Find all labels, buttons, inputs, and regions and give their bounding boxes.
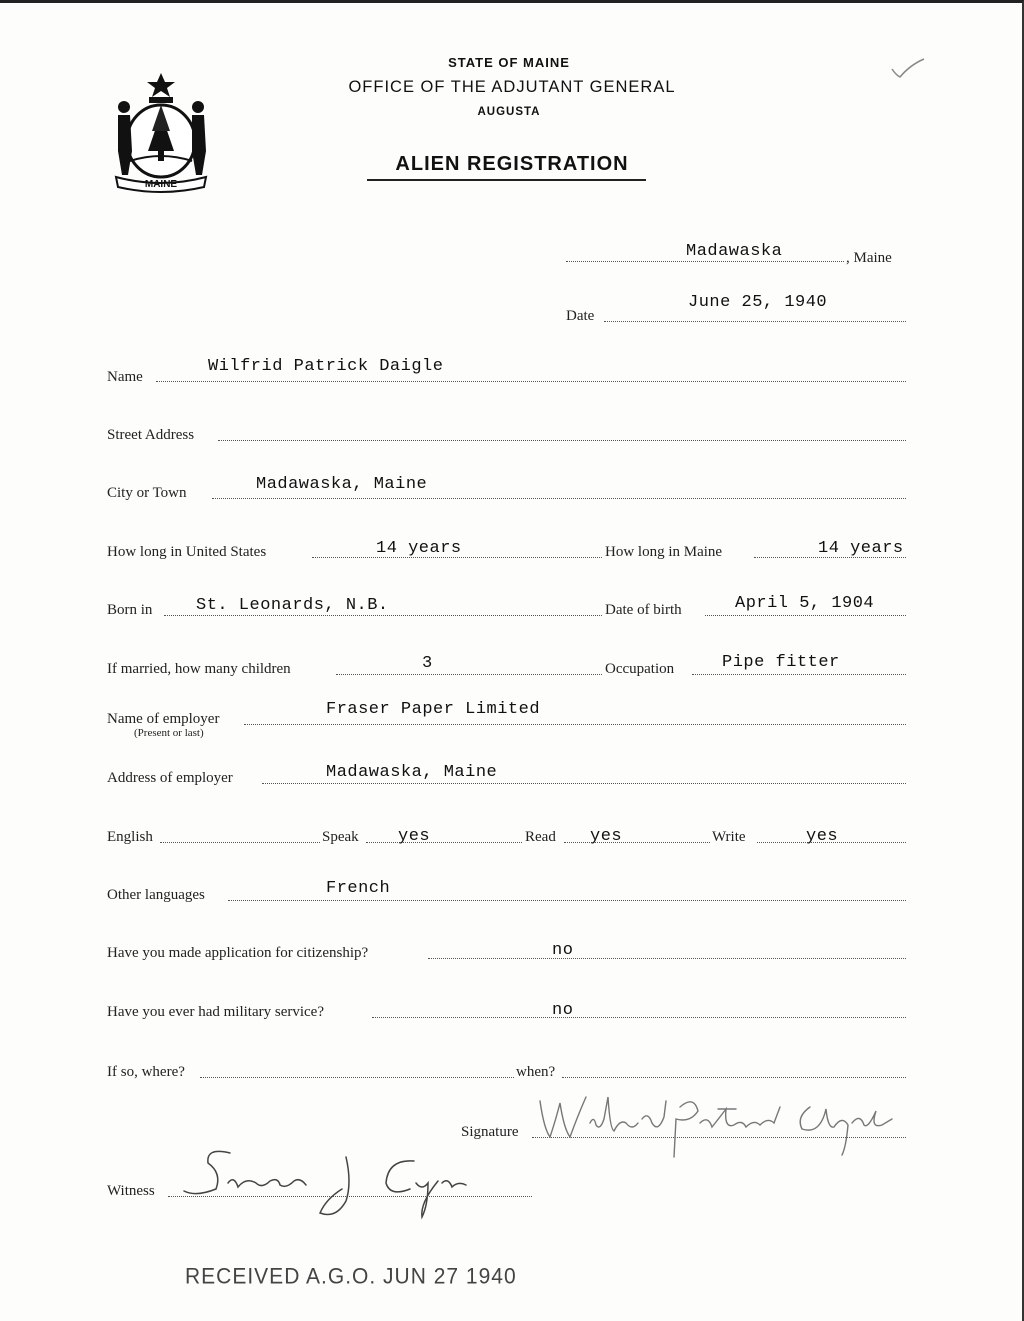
svg-text:MAINE: MAINE [144, 179, 178, 190]
other-languages-label: Other languages [107, 887, 205, 903]
town-line [566, 261, 844, 262]
signature-handwriting [530, 1089, 910, 1161]
employer-address-line [262, 783, 906, 784]
employer-name-label: Name of employer [107, 711, 220, 727]
citizenship-label: Have you made application for citizenship? [107, 945, 369, 961]
city-value: Madawaska, Maine [256, 475, 428, 494]
signature-label: Signature [461, 1124, 519, 1140]
employer-address-value: Madawaska, Maine [326, 763, 498, 782]
military-value: no [552, 1001, 574, 1020]
read-value: yes [590, 827, 623, 846]
header-city: AUGUSTA [477, 106, 541, 118]
english-label: English [107, 829, 153, 845]
if-so-where-line [200, 1077, 514, 1078]
witness-label: Witness [107, 1183, 155, 1199]
write-label: Write [712, 829, 746, 845]
date-of-birth-label: Date of birth [605, 602, 682, 618]
citizenship-line [428, 958, 906, 959]
header-state: STATE OF MAINE [448, 55, 570, 70]
how-long-maine-value: 14 years [818, 539, 904, 558]
read-label: Read [525, 829, 556, 845]
employer-name-value: Fraser Paper Limited [326, 700, 541, 719]
name-value: Wilfrid Patrick Daigle [208, 357, 444, 376]
citizenship-value: no [552, 941, 574, 960]
if-so-where-label: If so, where? [107, 1064, 185, 1080]
date-line [604, 321, 906, 322]
speak-value: yes [398, 827, 431, 846]
city-label: City or Town [107, 485, 187, 501]
maine-label: , Maine [846, 250, 892, 266]
town-value: Madawaska [686, 242, 783, 261]
employer-name-line [244, 724, 906, 725]
occupation-line [692, 674, 906, 675]
read-line [564, 842, 710, 843]
other-languages-line [228, 900, 906, 901]
military-label: Have you ever had military service? [107, 1004, 324, 1020]
other-languages-value: French [326, 879, 391, 898]
title-underline [367, 179, 646, 181]
children-line [336, 674, 602, 675]
received-stamp: RECEIVED A.G.O. JUN 27 1940 [185, 1264, 517, 1289]
date-label: Date [566, 308, 595, 324]
date-of-birth-line [705, 615, 906, 616]
how-long-us-value: 14 years [376, 539, 462, 558]
name-line [156, 381, 906, 382]
street-address-line [218, 440, 906, 441]
children-value: 3 [422, 654, 433, 673]
english-line [160, 842, 320, 843]
speak-label: Speak [322, 829, 359, 845]
street-address-label: Street Address [107, 427, 195, 443]
date-value: June 25, 1940 [688, 293, 828, 312]
when-line [562, 1077, 906, 1078]
form-title: ALIEN REGISTRATION [395, 153, 629, 175]
employer-note: (Present or last) [134, 727, 204, 739]
how-long-maine-label: How long in Maine [605, 544, 723, 560]
city-line [212, 498, 906, 499]
occupation-value: Pipe fitter [722, 653, 840, 672]
children-label: If married, how many children [107, 661, 291, 677]
header-office: OFFICE OF THE ADJUTANT GENERAL [348, 78, 676, 96]
write-value: yes [806, 827, 839, 846]
when-label: when? [516, 1064, 556, 1080]
witness-signature-handwriting [176, 1143, 492, 1227]
employer-address-label: Address of employer [107, 770, 233, 786]
born-in-line [164, 615, 602, 616]
date-of-birth-value: April 5, 1904 [735, 594, 875, 613]
occupation-label: Occupation [605, 661, 675, 677]
how-long-us-label: How long in United States [107, 544, 267, 560]
born-in-label: Born in [107, 602, 153, 618]
military-line [372, 1017, 906, 1018]
speak-line [366, 842, 522, 843]
born-in-value: St. Leonards, N.B. [196, 596, 389, 615]
name-label: Name [107, 369, 143, 385]
